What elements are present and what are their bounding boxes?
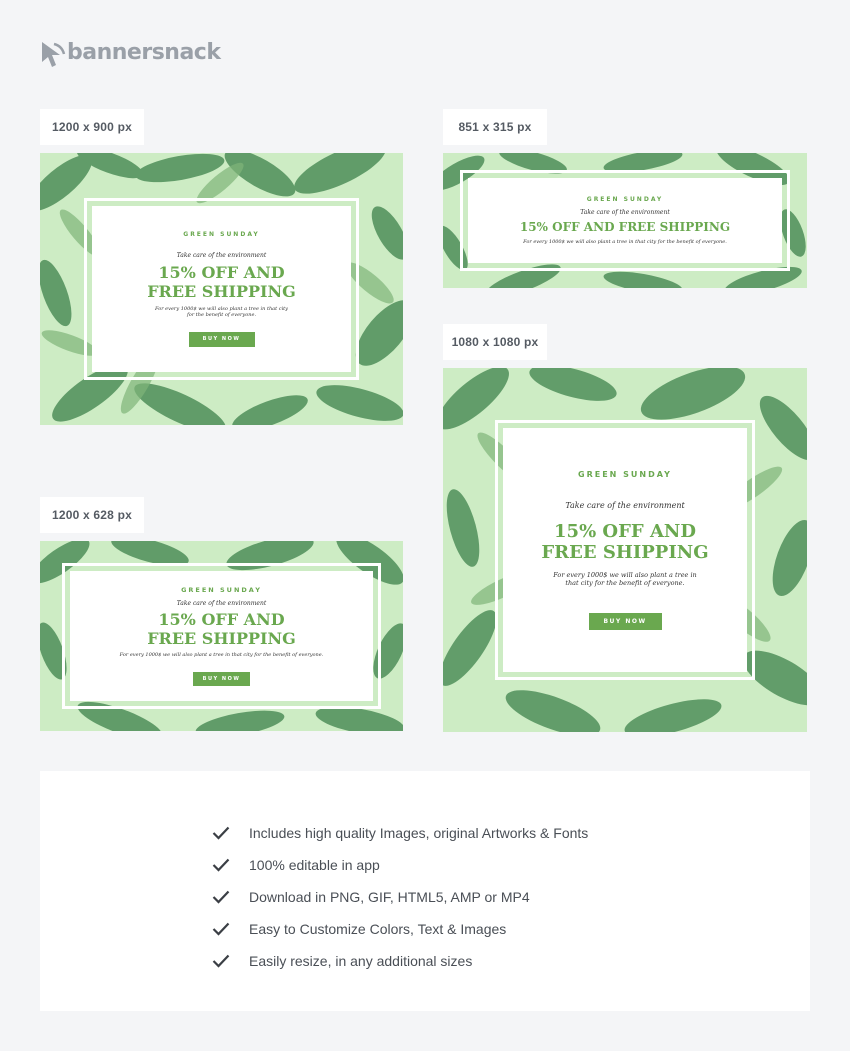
list-item: [212, 913, 588, 945]
buy-now-button[interactable]: BUY NOW: [589, 613, 662, 630]
banner-eyebrow: GREEN SUNDAY: [183, 231, 260, 239]
banner-headline-line2: FREE SHIPPING: [147, 628, 296, 648]
list-item: [212, 881, 588, 913]
buy-now-button[interactable]: BUY NOW: [193, 672, 250, 686]
buy-now-button[interactable]: BUY NOW: [189, 332, 255, 347]
banner-preview-1080x1080[interactable]: [443, 368, 807, 732]
banner-fine-print-line1: For every 1000$ we will also plant a tree in: [553, 571, 697, 580]
feature-text: 100% editable in app: [249, 857, 380, 873]
banner-headline: 15% OFF AND FREE SHIPPING: [519, 219, 731, 234]
checkmark-icon: [212, 858, 230, 872]
checkmark-icon: [212, 826, 230, 840]
banner-fine-print: For every 1000$ we will also plant a tree in that city for the benefit of everyone.: [119, 651, 324, 658]
list-item: [212, 945, 588, 977]
list-item: [212, 849, 588, 881]
banner-tagline: Take care of the environment: [176, 600, 267, 608]
banner-eyebrow: GREEN SUNDAY: [586, 195, 664, 203]
size-label-1200x900: 1200 x 900 px: [40, 109, 144, 145]
list-item: [212, 817, 588, 849]
feature-text: Download in PNG, GIF, HTML5, AMP or MP4: [249, 889, 530, 905]
brand-logo[interactable]: [40, 40, 220, 70]
checkmark-icon: [212, 922, 230, 936]
banner-headline-line2: FREE SHIPPING: [147, 281, 296, 301]
cursor-logo-icon: [40, 40, 66, 70]
banner-headline-line1: 15% OFF AND: [158, 610, 285, 630]
banner-tagline: Take care of the environment: [565, 500, 685, 510]
features-list: [212, 817, 588, 977]
banner-fine-print-line2: for the benefit of everyone.: [186, 311, 257, 318]
checkmark-icon: [212, 954, 230, 968]
banner-card: [70, 571, 373, 701]
feature-text: Easily resize, in any additional sizes: [249, 953, 473, 969]
banner-fine-print: For every 1000$ we will also plant a tree in that city for the benefit of everyone.: [523, 239, 727, 246]
banner-fine-print-line1: For every 1000$ we will also plant a tree in that city: [155, 305, 288, 312]
banner-fine-print-line2: that city for the benefit of everyone.: [565, 579, 685, 588]
banner-card: [468, 178, 782, 263]
size-label-851x315: 851 x 315 px: [443, 109, 547, 145]
banner-preview-1200x900[interactable]: [40, 153, 403, 425]
banner-headline-line2: FREE SHIPPING: [541, 541, 709, 563]
feature-text: Includes high quality Images, original Artworks & Fonts: [249, 825, 589, 841]
banner-headline-line1: 15% OFF AND: [554, 520, 696, 542]
banner-preview-1200x628[interactable]: [40, 541, 403, 731]
features-panel: [40, 771, 810, 1011]
banner-eyebrow: GREEN SUNDAY: [181, 586, 262, 595]
feature-text: Easy to Customize Colors, Text & Images: [249, 921, 507, 937]
size-label-1080x1080: 1080 x 1080 px: [443, 324, 547, 360]
checkmark-icon: [212, 890, 230, 904]
banner-tagline: Take care of the environment: [580, 208, 670, 216]
banner-headline-line1: 15% OFF AND: [158, 263, 285, 283]
banner-preview-851x315[interactable]: [443, 153, 807, 288]
banner-card: [503, 428, 747, 672]
size-label-1200x628: 1200 x 628 px: [40, 497, 144, 533]
banner-eyebrow: GREEN SUNDAY: [578, 469, 672, 479]
brand-name: bannersnack: [67, 39, 221, 65]
banner-card: [92, 206, 351, 372]
banner-tagline: Take care of the environment: [176, 252, 267, 260]
